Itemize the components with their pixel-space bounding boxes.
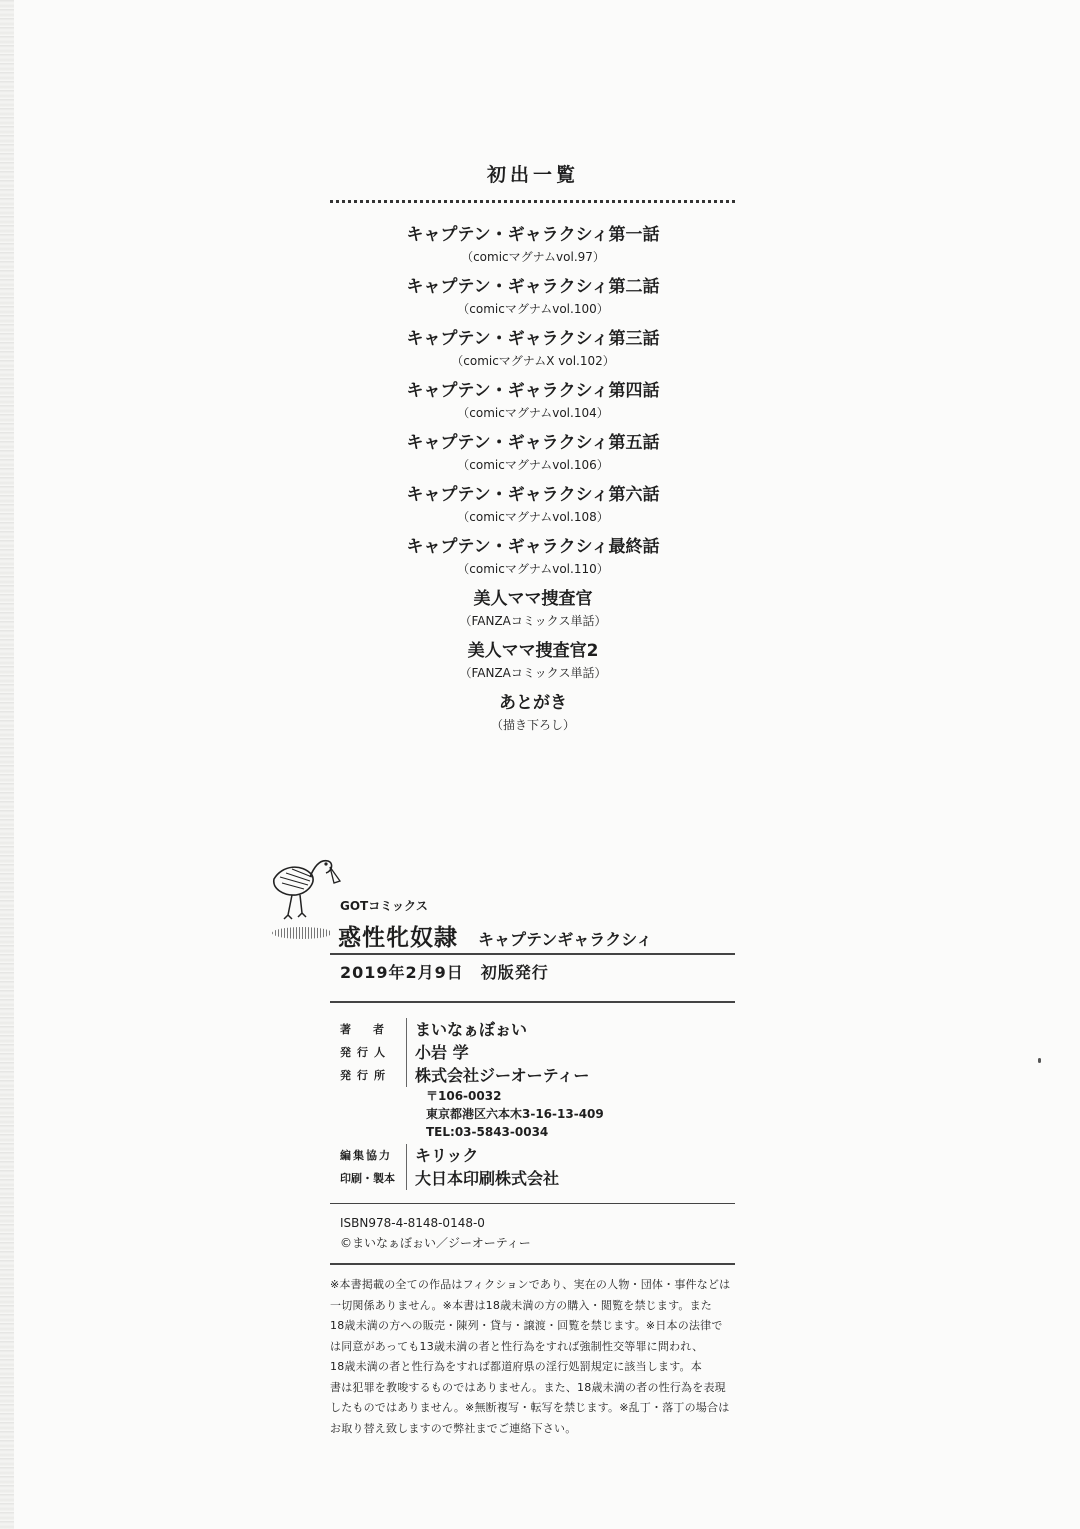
book-title: 惑性牝奴隷: [338, 925, 458, 951]
address: 東京都港区六本木3-16-13-409: [426, 1107, 604, 1121]
ink-speck: [1038, 1058, 1041, 1063]
notice-rule: [330, 1263, 735, 1265]
toc-item: [0, 482, 1066, 534]
notice-line: 書は犯罪を教唆するものではありません。また、18歳未満の者の性行為を表現: [330, 1380, 726, 1394]
toc-item: [0, 534, 1066, 586]
toc-item-title: 美人ママ捜査官2: [467, 641, 599, 661]
toc-item-source: （描き下ろし）: [490, 718, 575, 732]
credits-block: [340, 1018, 735, 1190]
toc-item-title: キャプテン・ギャラクシィ第六話: [406, 485, 660, 505]
isbn-rule: [330, 1203, 735, 1204]
credit-author: [340, 1018, 735, 1041]
toc-item-title: キャプテン・ギャラクシィ最終話: [406, 537, 660, 557]
phone: TEL:03-5843-0034: [426, 1125, 549, 1139]
toc-item-title: キャプテン・ギャラクシィ第一話: [406, 225, 660, 245]
credit-publisher: [340, 1064, 735, 1087]
toc-item-source: （comicマグナムvol.104）: [457, 406, 609, 420]
isbn-block: [340, 1213, 531, 1253]
publication-date: 2019年2月9日 初版発行: [340, 963, 549, 982]
toc-item-title: キャプテン・ギャラクシィ第三話: [406, 329, 660, 349]
imprint-label: GOTコミックス: [340, 899, 428, 913]
toc-heading: 初出一覧: [486, 164, 579, 186]
date-rule: [330, 1001, 735, 1003]
toc-item-title: 美人ママ捜査官: [473, 589, 593, 609]
toc-item-source: （FANZAコミックス単話）: [459, 666, 607, 680]
toc-item-source: （comicマグナムvol.110）: [457, 562, 609, 576]
toc-item-title: キャプテン・ギャラクシィ第二話: [406, 277, 660, 297]
toc-item: [0, 222, 1066, 274]
credit-value: 大日本印刷株式会社: [415, 1169, 560, 1188]
toc-item-title: キャプテン・ギャラクシィ第四話: [406, 381, 660, 401]
credit-value: まいなぁぼぉい: [415, 1020, 528, 1039]
credit-publisher-person: [340, 1041, 735, 1064]
toc-item: [0, 430, 1066, 482]
toc-item-source: （FANZAコミックス単話）: [459, 614, 607, 628]
credit-key: 発行人: [340, 1041, 407, 1064]
credit-key: 印刷・製本: [340, 1167, 407, 1190]
notice-line: お取り替え致しますので弊社までご連絡下さい。: [330, 1421, 577, 1435]
dotted-divider: [330, 200, 735, 203]
book-subtitle: キャプテンギャラクシィ: [478, 930, 653, 949]
notice-line: 18歳未満の者と性行為をすれば都道府県の淫行処罰規定に該当します。本: [330, 1360, 702, 1373]
toc-item-title: キャプテン・ギャラクシィ第五話: [406, 433, 660, 453]
toc-item: [0, 638, 1066, 690]
toc-item-source: （comicマグナムX vol.102）: [451, 354, 615, 368]
toc-item: [0, 690, 1066, 742]
bird-shadow: [272, 927, 332, 939]
notice-line: 18歳未満の方への販売・陳列・貸与・譲渡・回覧を禁じます。※日本の法律で: [330, 1319, 723, 1332]
credit-value: 株式会社ジーオーティー: [415, 1066, 590, 1085]
toc-item-source: （comicマグナムvol.97）: [461, 250, 605, 264]
copyright: ©まいなぁぼぉい／ジーオーティー: [340, 1236, 531, 1250]
isbn: ISBN978-4-8148-0148-0: [340, 1216, 485, 1230]
toc-item: [0, 326, 1066, 378]
colophon: [330, 855, 740, 1455]
toc-item-source: （comicマグナムvol.108）: [457, 510, 609, 524]
toc-item-source: （comicマグナムvol.100）: [457, 302, 609, 316]
credit-printer: [340, 1167, 735, 1190]
credit-value: 小岩 学: [415, 1043, 469, 1062]
legal-notice: [330, 1275, 735, 1439]
credit-editor: [340, 1144, 735, 1167]
toc-item: [0, 274, 1066, 326]
toc-item-source: （comicマグナムvol.106）: [457, 458, 609, 472]
notice-line: 一切関係ありません。※本書は18歳未満の方の購入・閲覧を禁じます。また: [330, 1298, 712, 1312]
credit-key: 編集協力: [340, 1144, 407, 1167]
notice-line: ※本書掲載の全ての作品はフィクションであり、実在の人物・団体・事件などは: [330, 1278, 731, 1291]
toc-item: [0, 378, 1066, 430]
toc-item-title: あとがき: [499, 693, 567, 713]
title-rule: [330, 953, 735, 955]
notice-line: は同意があっても13歳未満の者と性行為をすれば強制性交等罪に問われ、: [330, 1339, 704, 1353]
toc-list: [0, 222, 1066, 742]
credit-key: 発行所: [340, 1064, 407, 1087]
credit-value: キリック: [415, 1146, 479, 1165]
postal-code: 〒106-0032: [426, 1089, 502, 1103]
toc-item: [0, 586, 1066, 638]
credit-key: 著者: [340, 1018, 407, 1041]
notice-line: したものではありません。※無断複写・転写を禁じます。※乱丁・落丁の場合は: [330, 1401, 730, 1414]
